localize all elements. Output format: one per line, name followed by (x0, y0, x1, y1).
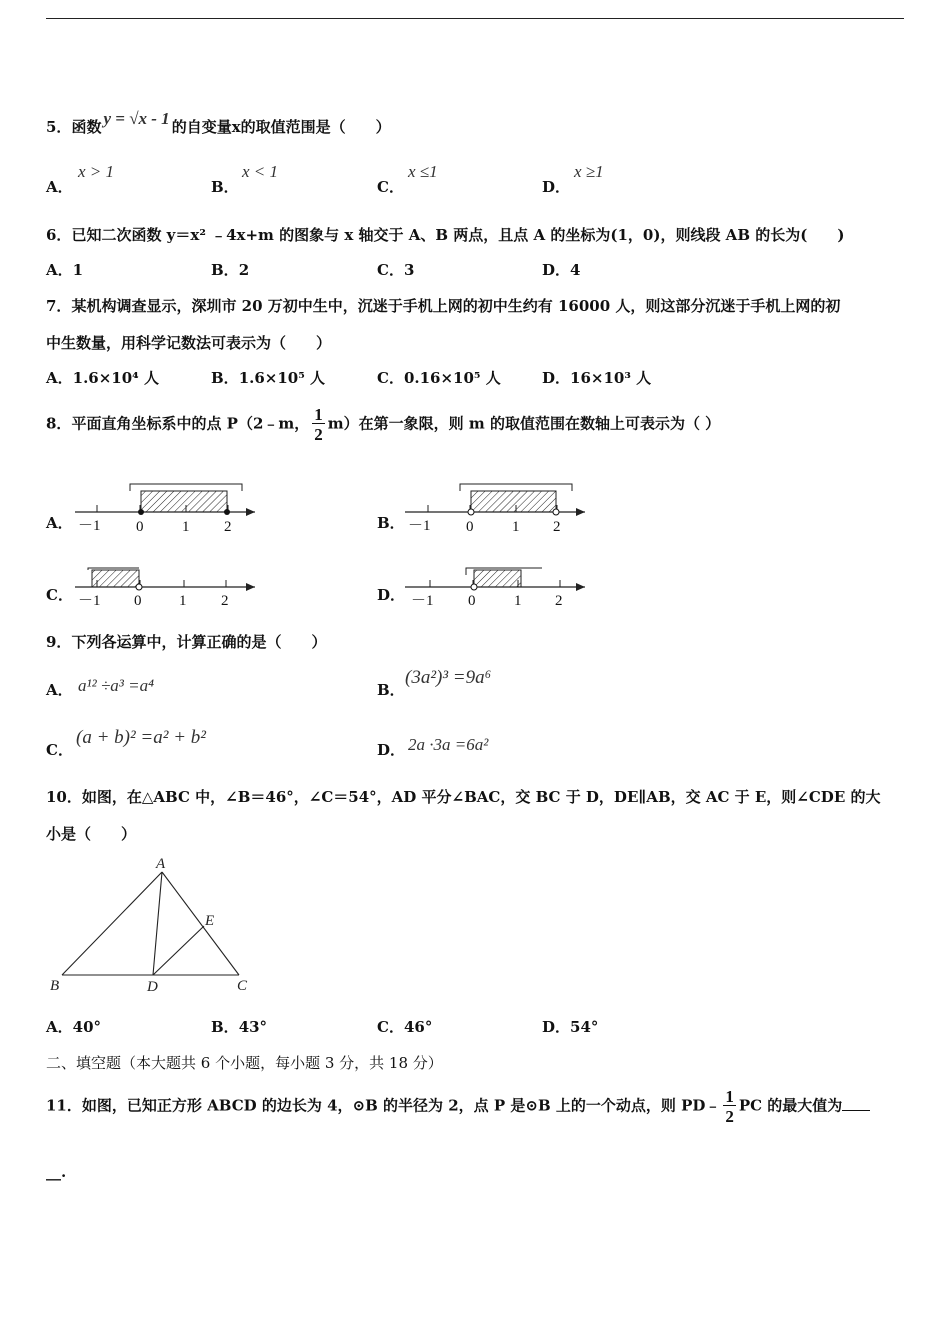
q7-option-b-value: 1.6×10⁵ 人 (238, 369, 326, 387)
q8-c-tick-1: 1 (179, 593, 187, 609)
q8-b-tick-2: 2 (553, 519, 561, 535)
q7-option-c-label: C． (377, 369, 404, 387)
q5-option-d-label: D． (542, 178, 571, 196)
q8-b-tick-0: 0 (466, 519, 474, 535)
q11-answer-blank[interactable] (842, 1098, 870, 1111)
q9-option-b-label: B． (377, 681, 405, 699)
q9-option-a-label: A． (46, 681, 73, 699)
q6-text: 已知二次函数 y＝x² ﹣4x+m 的图象与 x 轴交于 A、B 两点，且点 A 的坐标为(1，0)，则线段 AB 的长为( ) (71, 226, 845, 244)
q7-option-a-label: A． (46, 369, 73, 387)
q8-c-tick-2: 2 (221, 593, 229, 609)
q10-label-a: A (156, 856, 166, 872)
q5-option-b: x < 1 (242, 162, 279, 181)
q6-option-a-value: 1 (72, 261, 84, 279)
q11-blank-end: __. (46, 1163, 67, 1181)
q8-option-a-number-line (75, 484, 255, 516)
q7-option-b-label: B． (211, 369, 239, 387)
q10-number: 10． (46, 788, 82, 806)
q7-option-a-value: 1.6×10⁴ 人 (72, 369, 159, 387)
q6-option-a-label: A． (46, 261, 73, 279)
q7-number: 7． (46, 297, 72, 315)
q5-pre: 函数 (71, 118, 102, 136)
q8-d-tick-1: 1 (514, 593, 522, 609)
question-10-line-1 (46, 786, 880, 807)
q8-a-tick-neg1: －1 (78, 518, 101, 534)
q8-b-tick-1: 1 (512, 519, 520, 535)
q8-option-b-number-line (405, 484, 585, 516)
q5-option-d: x ≥1 (574, 162, 604, 181)
q11-fraction (723, 1088, 736, 1125)
q8-option-a-label: A． (46, 514, 73, 532)
q10-label-b: B (50, 978, 60, 994)
q8-number: 8． (46, 414, 72, 433)
q10-option-d (542, 1016, 598, 1037)
q10-option-c (377, 1016, 432, 1037)
q8-c-tick-0: 0 (134, 593, 142, 609)
q8-b-tick-neg1: －1 (408, 518, 431, 534)
q8-c-tick-neg1: －1 (78, 593, 101, 609)
q10-option-d-value: 54° (570, 1018, 599, 1036)
q5-post: 的自变量x的取值范围是（ ） (171, 118, 391, 136)
q7-line1: 某机构调查显示，深圳市 20 万初中生中，沉迷于手机上网的初中生约有 16000 人，则这部分沉迷于手机上网的初 (71, 297, 841, 315)
q8-pre: 平面直角坐标系中的点 P（2﹣m， (71, 414, 310, 433)
section-2-title: 二、填空题（本大题共 6 个小题，每小题 3 分，共 18 分） (46, 1054, 443, 1072)
q11-pre: 如图，已知正方形 ABCD 的边长为 4，⊙B 的半径为 2，点 P 是⊙B 上的一个动点，则 PD﹣ (81, 1096, 721, 1115)
q10-option-d-label: D． (542, 1018, 571, 1036)
q10-option-a (46, 1016, 101, 1037)
q8-a-tick-1: 1 (182, 519, 190, 535)
q6-option-c-label: C． (377, 261, 404, 279)
q8-post: m）在第一象限，则 m 的取值范围在数轴上可表示为（ ） (327, 414, 721, 433)
question-9 (46, 631, 326, 652)
q10-option-a-label: A． (46, 1018, 73, 1036)
q5-option-b-label: B． (211, 178, 239, 196)
q9-option-c: (a + b)² =a² + b² (76, 727, 206, 748)
q11-post: PC 的最大值为 (738, 1096, 843, 1115)
q6-number: 6． (46, 226, 72, 244)
q5-option-a-label: A． (46, 178, 73, 196)
q10-option-c-label: C． (377, 1018, 404, 1036)
q8-a-tick-2: 2 (224, 519, 232, 535)
q10-line2: 小是（ ） (46, 825, 137, 843)
q7-option-c-value: 0.16×10⁵ 人 (403, 369, 501, 387)
q5-option-a: x > 1 (78, 162, 115, 181)
q5-option-c-label: C． (377, 178, 404, 196)
q7-option-d-value: 16×10³ 人 (570, 369, 652, 387)
q5-number: 5． (46, 118, 72, 136)
q9-option-d: 2a ·3a =6a² (408, 735, 489, 754)
q10-option-b-value: 43° (238, 1018, 268, 1036)
q10-option-c-value: 46° (403, 1018, 433, 1036)
q7-option-d-label: D． (542, 369, 571, 387)
q10-option-a-value: 40° (72, 1018, 102, 1036)
q8-d-tick-2: 2 (555, 593, 563, 609)
q8-frac-num: 1 (314, 405, 323, 424)
q10-option-b-label: B． (211, 1018, 239, 1036)
q8-option-b-label: B． (377, 514, 405, 532)
q11-number: 11． (46, 1096, 82, 1115)
q6-option-c-value: 3 (403, 261, 415, 279)
q6-option-d-value: 4 (570, 261, 581, 279)
q10-label-c: C (237, 978, 248, 994)
q10-line1: 如图，在△ABC 中，∠B＝46°，∠C＝54°，AD 平分∠BAC，交 BC 于 D，DE∥AB，交 AC 于 E，则∠CDE 的大 (81, 788, 881, 806)
q10-label-e: E (205, 913, 215, 929)
q8-option-c-label: C． (46, 586, 73, 604)
q9-option-b: (3a²)³ =9a⁶ (405, 667, 492, 688)
q8-frac-den: 2 (314, 425, 323, 444)
q6-option-d-label: D． (542, 261, 571, 279)
q6-option-b-value: 2 (238, 261, 250, 279)
q10-option-b (211, 1016, 267, 1037)
q8-option-d-number-line (405, 568, 585, 591)
q10-label-d: D (147, 979, 158, 995)
q8-d-tick-0: 0 (468, 593, 476, 609)
q11-frac-den: 2 (725, 1107, 734, 1126)
q5-option-c: x ≤1 (408, 162, 438, 181)
q8-option-c-number-line (75, 568, 255, 591)
q11-frac-num: 1 (725, 1087, 734, 1106)
q9-option-d-label: D． (377, 741, 406, 759)
q8-option-d-label: D． (377, 586, 406, 604)
q6-option-b-label: B． (211, 261, 239, 279)
question-11 (46, 1088, 906, 1125)
q7-line2: 中生数量，用科学记数法可表示为（ ） (46, 334, 332, 352)
q8-d-tick-neg1: －1 (411, 593, 434, 609)
q9-option-c-label: C． (46, 741, 73, 759)
q8-a-tick-0: 0 (136, 519, 144, 535)
q9-option-a: a¹² ÷a³ =a⁴ (78, 676, 155, 695)
q9-text: 下列各运算中，计算正确的是（ ） (71, 633, 327, 651)
q9-number: 9． (46, 633, 72, 651)
q5-function: y = √x - 1 (103, 109, 170, 128)
